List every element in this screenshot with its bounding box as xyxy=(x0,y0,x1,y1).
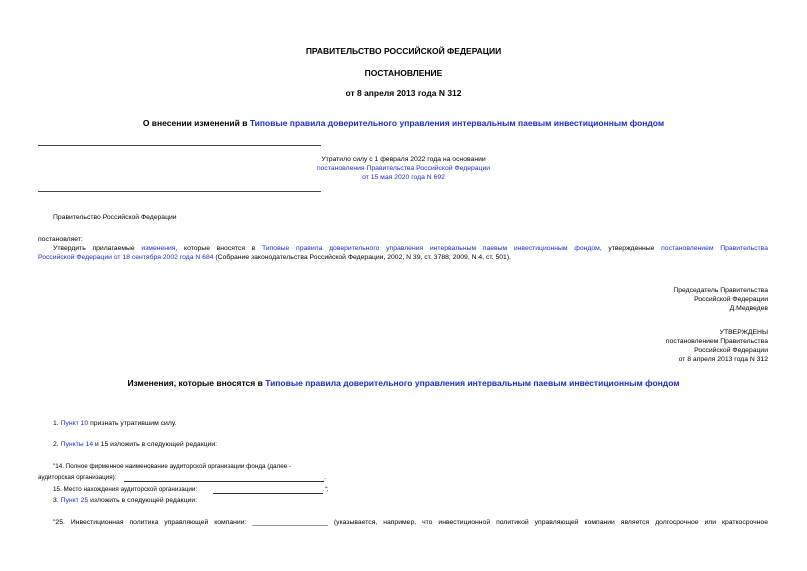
repeal-notice-link[interactable]: постановления Правительства Российской Федерации xyxy=(316,165,491,172)
quote-14-line2 xyxy=(38,473,326,482)
repeal-notice-line1: Утратило силу с 1 февраля 2022 года на основании xyxy=(321,156,486,163)
item-2-text: и 15 изложить в следующей редакции: xyxy=(93,441,218,448)
item-3-text: изложить в следующей редакции: xyxy=(88,497,198,504)
document-type: ПОСТАНОВЛЕНИЕ xyxy=(364,68,443,78)
quote-15-label: 15. Место нахождения аудиторской организации: xyxy=(53,486,198,493)
auditor-name-blank xyxy=(124,473,327,482)
quote-14-end: . xyxy=(324,474,327,481)
approval-title: УТВЕРЖДЕНЫ xyxy=(719,329,768,336)
changes-heading-link[interactable]: Типовые правила доверительного управления интервальным паевым инвестиционным фондом xyxy=(265,378,680,388)
approval-line2: постановлением Правительства xyxy=(665,338,768,345)
item-1-link[interactable]: Пункт 10 xyxy=(60,420,89,427)
resolution-link[interactable]: постановлением Правительства xyxy=(661,245,768,252)
quote-15-end: ."; xyxy=(322,486,329,493)
preamble-resolves: постановляет: xyxy=(38,236,83,243)
repeal-notice xyxy=(0,155,807,182)
preamble-paragraph-line2 xyxy=(38,253,511,262)
preamble-text-a: Утвердить прилагаемые xyxy=(53,245,142,252)
approval-block xyxy=(666,328,768,364)
document-date-number: от 8 апреля 2013 года N 312 xyxy=(345,88,462,98)
quote-14-line1: "14. Полное фирменное наименование аудиторской организации фонда (далее - xyxy=(53,463,292,470)
preamble-citation: (Собрание законодательства Российской Федерации, 2002, N 39, ст. 3788; 2009, N 4, ст. 501). xyxy=(213,254,511,261)
government-heading: ПРАВИТЕЛЬСТВО РОССИЙСКОЙ ФЕДЕРАЦИИ xyxy=(305,46,502,56)
changes-heading-prefix: Изменения, которые вносятся в xyxy=(127,378,266,388)
signature-name: Д.Медведев xyxy=(729,305,768,312)
change-item-3 xyxy=(53,496,197,505)
rules-link[interactable]: Типовые правила доверительного управления интервальным паевым инвестиционным фондом xyxy=(261,245,600,252)
preamble-text-c: , утвержденные xyxy=(599,245,662,252)
item-1-text: признать утратившим силу. xyxy=(88,420,177,427)
change-item-1 xyxy=(53,419,176,428)
signature-title: Председатель Правительства xyxy=(673,287,768,294)
resolution-link-date[interactable]: Российской Федерации от 18 сентября 2002 года N 684 xyxy=(38,254,214,261)
quote-14-label: аудиторская организация): xyxy=(38,474,117,481)
repeal-notice-link-date[interactable]: от 15 мая 2020 года N 692 xyxy=(362,174,445,181)
auditor-address-blank xyxy=(213,485,323,494)
notice-bottom-rule xyxy=(38,191,321,192)
quote-15 xyxy=(53,485,329,494)
item-2-link[interactable]: Пункты 14 xyxy=(60,441,94,448)
document-title xyxy=(0,118,807,128)
item-number: 2. xyxy=(53,441,61,448)
item-number: 1. xyxy=(53,420,61,427)
change-item-2 xyxy=(53,440,217,449)
signature-block xyxy=(673,286,768,313)
document-title-link[interactable]: Типовые правила доверительного управления интервальным паевым инвестиционным фондом xyxy=(249,118,665,128)
quote-25: "25. Инвестиционная политика управляющей компании: ____________________ (указывается, например, что инвестиционной политикой управляющей компании является долгосрочное или краткосрочное xyxy=(53,519,768,526)
item-number: 3. xyxy=(53,497,61,504)
preamble-government: Правительство Российской Федерации xyxy=(53,214,177,221)
document-title-prefix: О внесении изменений в xyxy=(142,118,250,128)
preamble-text-b: , которые вносятся в xyxy=(175,245,262,252)
notice-top-rule xyxy=(38,145,321,146)
changes-heading xyxy=(0,378,807,388)
item-3-link[interactable]: Пункт 25 xyxy=(60,497,89,504)
approval-line4: от 8 апреля 2013 года N 312 xyxy=(678,356,768,363)
signature-country: Российской Федерации xyxy=(694,296,768,303)
preamble-paragraph-line1 xyxy=(38,244,768,253)
changes-link[interactable]: изменения xyxy=(141,245,176,252)
approval-line3: Российской Федерации xyxy=(694,347,768,354)
